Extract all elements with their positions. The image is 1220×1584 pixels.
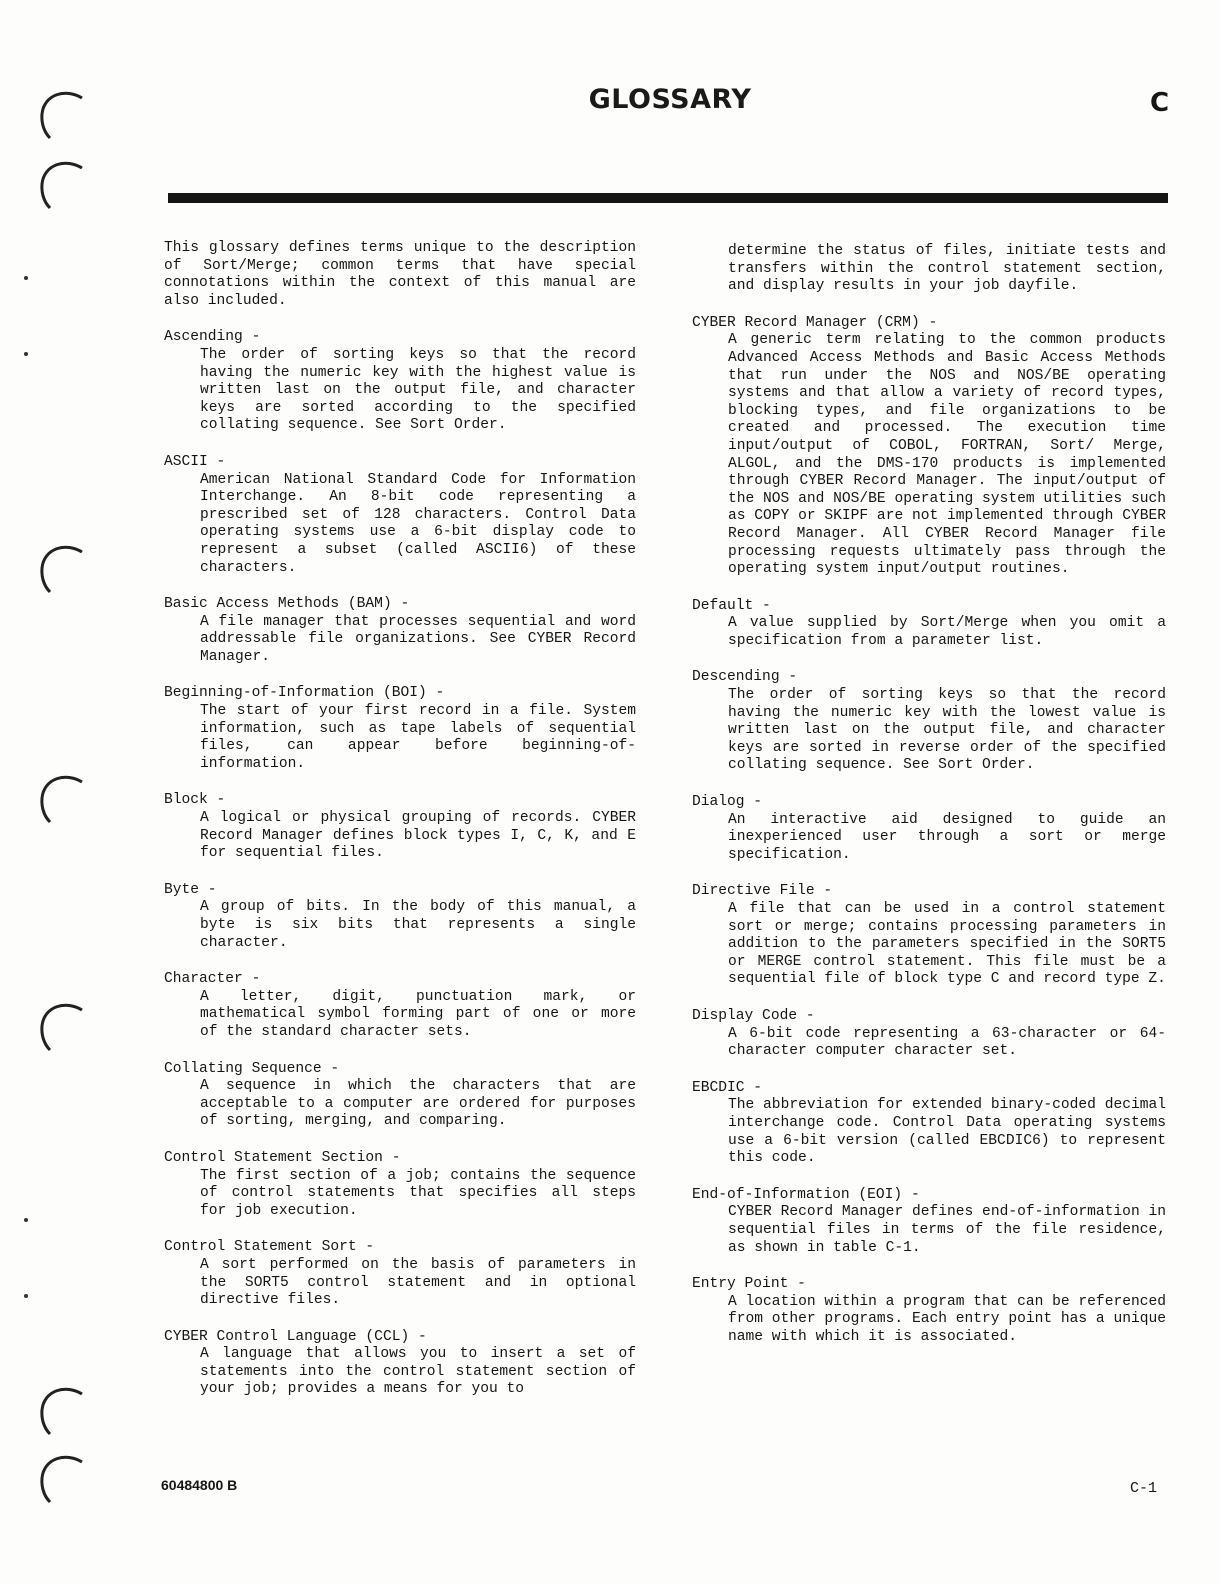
- glossary-term: Block -: [164, 792, 226, 809]
- glossary-term: Collating Sequence -: [164, 1060, 340, 1077]
- glossary-definition: The start of your first record in a file. System information, such as tape labels of sequential files, can appear before beginning-of-information.: [200, 703, 636, 772]
- glossary-entry: [692, 883, 1166, 989]
- appendix-letter: C: [1150, 88, 1170, 118]
- glossary-term: Entry Point -: [692, 1276, 806, 1293]
- glossary-definition: The order of sorting keys so that the record having the numeric key with the lowest value is written last on the output file, and character keys are sorted in reverse order of the specified collating sequence. See Sort Order.: [728, 687, 1166, 774]
- glossary-definition: A logical or physical grouping of records. CYBER Record Manager defines block types I, C, K, and E for sequential files.: [200, 810, 636, 862]
- glossary-entry: [164, 971, 636, 1041]
- glossary-definition: American National Standard Code for Information Interchange. An 8-bit code representing a prescribed set of 128 characters. Control Data operating systems use a 6-bit display code to represent a subset (called ASCII6) of these characters.: [200, 471, 636, 576]
- glossary-definition: A group of bits. In the body of this manual, a byte is six bits that represents a single character.: [200, 899, 636, 951]
- glossary-entry: [164, 882, 636, 952]
- glossary-term: Default -: [692, 597, 771, 614]
- glossary-term: Ascending -: [164, 329, 261, 346]
- punch-hole-mark: [36, 1448, 86, 1504]
- glossary-term: Beginning-of-Information (BOI) -: [164, 685, 445, 702]
- glossary-definition: The first section of a job; contains the sequence of control statements that specifies all steps for job execution.: [200, 1167, 636, 1219]
- glossary-entry: [164, 454, 636, 577]
- glossary-entry: [692, 669, 1166, 775]
- glossary-definition: A value supplied by Sort/Merge when you omit a specification from a parameter list.: [728, 615, 1166, 649]
- glossary-definition: A location within a program that can be referenced from other programs. Each entry point has a unique name with which it is associated.: [728, 1293, 1166, 1345]
- glossary-term: Directive File -: [692, 883, 833, 900]
- glossary-definition: A letter, digit, punctuation mark, or mathematical symbol forming part of one or more of the standard character sets.: [200, 988, 636, 1040]
- punch-hole-mark: [36, 84, 86, 140]
- glossary-entry: [692, 1276, 1166, 1346]
- glossary-definition: The abbreviation for extended binary-coded decimal interchange code. Control Data operating systems use a 6-bit version (called EBCDIC6) to represent this code.: [728, 1097, 1166, 1167]
- glossary-entry: [164, 329, 636, 435]
- glossary-entry: [164, 685, 636, 773]
- glossary-entry: [692, 1008, 1166, 1061]
- glossary-term: Display Code -: [692, 1007, 815, 1024]
- glossary-entry: [164, 1061, 636, 1131]
- punch-hole-mark: [36, 996, 86, 1052]
- glossary-definition: A sort performed on the basis of parameters in the SORT5 control statement and in optional directive files.: [200, 1256, 636, 1309]
- glossary-term: Byte -: [164, 881, 217, 898]
- glossary-term: Character -: [164, 971, 261, 988]
- punch-hole-mark: [36, 154, 86, 210]
- glossary-entry: [692, 1187, 1166, 1257]
- left-column: [164, 240, 636, 1418]
- glossary-term: EBCDIC -: [692, 1079, 763, 1096]
- glossary-term: Dialog -: [692, 794, 763, 811]
- punch-hole-mark: [36, 1380, 86, 1436]
- right-glossary-list: [692, 315, 1166, 1347]
- intro-paragraph: This glossary defines terms unique to the description of Sort/Merge; common terms that have special connotations within the context of this manual are also included.: [164, 240, 636, 309]
- glossary-term: Control Statement Section -: [164, 1149, 401, 1166]
- glossary-entry: [692, 315, 1166, 579]
- margin-speck: [24, 276, 28, 280]
- margin-speck: [24, 1294, 28, 1298]
- glossary-term: Control Statement Sort -: [164, 1239, 375, 1256]
- margin-speck: [24, 1218, 28, 1222]
- punch-hole-mark: [36, 768, 86, 824]
- glossary-entry: [164, 1239, 636, 1309]
- page-title: GLOSSARY: [588, 84, 752, 115]
- margin-speck: [24, 352, 28, 356]
- glossary-term: CYBER Record Manager (CRM) -: [692, 314, 938, 331]
- glossary-definition: CYBER Record Manager defines end-of-information in sequential files in terms of the file residence, as shown in table C-1.: [728, 1204, 1166, 1256]
- glossary-term: CYBER Control Language (CCL) -: [164, 1328, 427, 1345]
- glossary-entry: [164, 792, 636, 862]
- glossary-definition: A file that can be used in a control statement sort or merge; contains processing parameters in addition to the parameters specified in the SORT5 or MERGE control statement. This file must be a sequential file of block type C and record type Z.: [728, 901, 1166, 988]
- left-glossary-list: [164, 329, 636, 1399]
- glossary-entry: [164, 1329, 636, 1399]
- right-column: [692, 243, 1166, 1365]
- glossary-term: Descending -: [692, 669, 798, 686]
- glossary-definition: A generic term relating to the common products Advanced Access Methods and Basic Access Methods that run under the NOS and NOS/BE operating systems and that allow a variety of record types, blocking types, and file organizations to be created and processed. The execution time input/output of COBOL, FORTRAN, Sort/ Merge, ALGOL, and the DMS-170 products is implemented through CYBER Record Manager. The input/output of the NOS and NOS/BE operating system utilities such as COPY or SKIPF are not implemented through CYBER Record Manager. All CYBER Record Manager file processing requests ultimately pass through the operating system input/output routines.: [728, 332, 1166, 578]
- glossary-definition: A sequence in which the characters that are acceptable to a computer are ordered for purposes of sorting, merging, and comparing.: [200, 1078, 636, 1130]
- glossary-definition: A 6-bit code representing a 63-character or 64-character computer character set.: [728, 1025, 1166, 1060]
- glossary-entry: [692, 794, 1166, 864]
- glossary-term: End-of-Information (EOI) -: [692, 1186, 920, 1203]
- glossary-definition: A language that allows you to insert a set of statements into the control statement section of your job; provides a means for you to: [200, 1346, 636, 1398]
- glossary-term: Basic Access Methods (BAM) -: [164, 596, 410, 613]
- glossary-term: ASCII -: [164, 453, 226, 470]
- glossary-entry: [692, 598, 1166, 651]
- header-rule: [168, 193, 1168, 203]
- page-number: C-1: [1130, 1480, 1158, 1497]
- glossary-definition: An interactive aid designed to guide an inexperienced user through a sort or merge specification.: [728, 811, 1166, 863]
- glossary-definition: The order of sorting keys so that the record having the numeric key with the highest value is written last on the output file, and character keys are sorted according to the specified collating sequence. See Sort Order.: [200, 346, 636, 434]
- glossary-definition: A file manager that processes sequential and word addressable file organizations. See CYBER Record Manager.: [200, 613, 636, 665]
- glossary-entry: [692, 1080, 1166, 1168]
- glossary-entry: [164, 1150, 636, 1220]
- glossary-entry: [164, 596, 636, 666]
- punch-hole-mark: [36, 538, 86, 594]
- continued-definition: determine the status of files, initiate tests and transfers within the control statement section, and display results in your job dayfile.: [728, 243, 1166, 295]
- document-number: 60484800 B: [161, 1477, 238, 1493]
